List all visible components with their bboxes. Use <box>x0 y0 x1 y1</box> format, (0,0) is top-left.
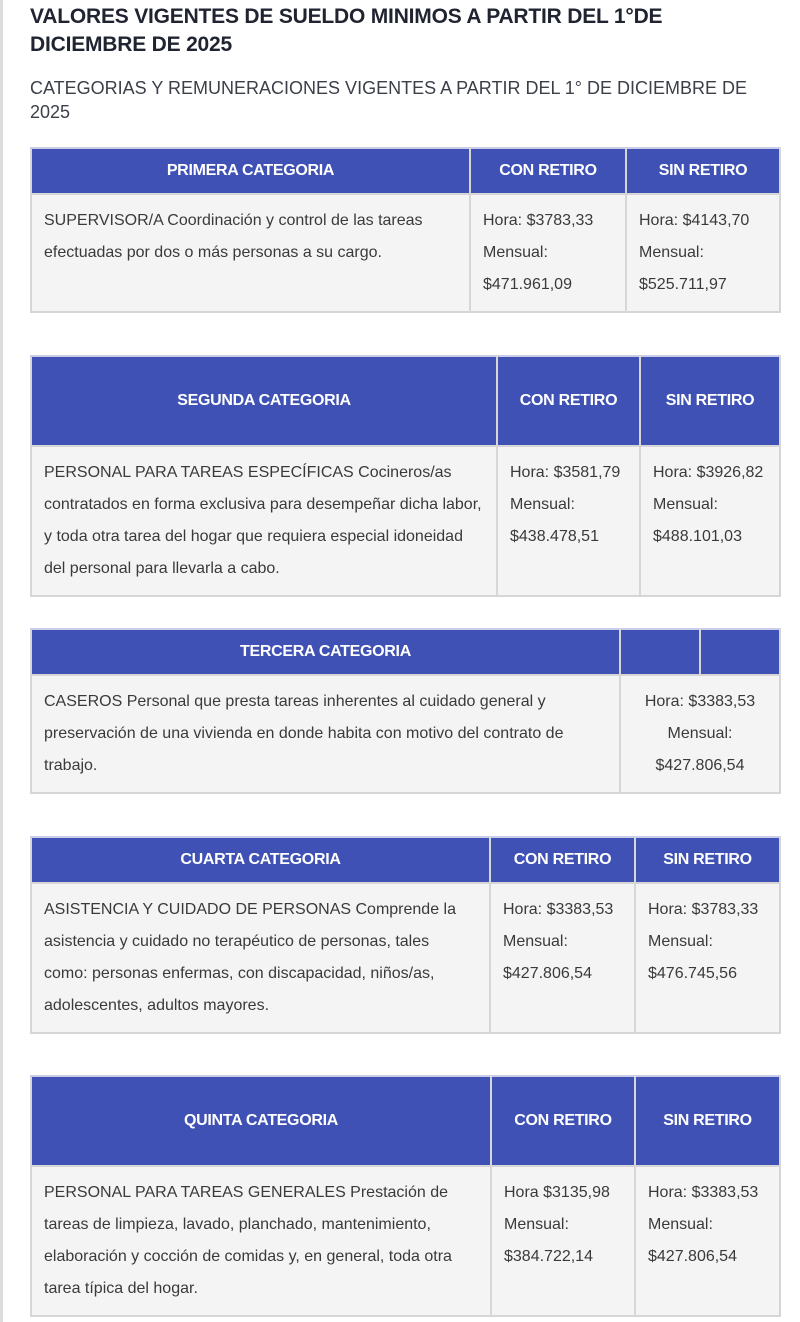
con-retiro-value: Hora $3135,98 Mensual: $384.722,14 <box>491 1166 635 1316</box>
table-header-row <box>31 148 780 194</box>
table-cuarta-categoria <box>30 836 781 1034</box>
con-retiro-value: Hora: $3783,33 Mensual: $471.961,09 <box>470 194 626 312</box>
left-border <box>0 0 3 1322</box>
table-header-row <box>31 1076 780 1166</box>
sin-retiro-value: Hora: $4143,70 Mensual: $525.711,97 <box>626 194 780 312</box>
category-header: SEGUNDA CATEGORIA <box>31 356 497 446</box>
category-header: QUINTA CATEGORIA <box>31 1076 491 1166</box>
table-tercera-categoria <box>30 628 781 794</box>
category-description: PERSONAL PARA TAREAS ESPECÍFICAS Cocineros/as contratados en forma exclusiva para desempeñar dicha labor, y toda otra tarea del hogar que requiera especial idoneidad del personal para llevarla a cabo. <box>31 446 497 596</box>
empty-header <box>620 629 700 675</box>
table-primera-categoria <box>30 147 781 313</box>
table-segunda-categoria <box>30 355 781 597</box>
salary-value: Hora: $3383,53 Mensual: $427.806,54 <box>620 675 780 793</box>
category-header: TERCERA CATEGORIA <box>31 629 620 675</box>
table-row <box>31 675 780 793</box>
sin-retiro-value: Hora: $3383,53 Mensual: $427.806,54 <box>635 1166 780 1316</box>
con-retiro-header: CON RETIRO <box>470 148 626 194</box>
category-header: PRIMERA CATEGORIA <box>31 148 470 194</box>
page-title: VALORES VIGENTES DE SUELDO MINIMOS A PARTIR DEL 1°DE DICIEMBRE DE 2025 <box>30 5 663 56</box>
category-header: CUARTA CATEGORIA <box>31 837 490 883</box>
category-description: ASISTENCIA Y CUIDADO DE PERSONAS Comprende la asistencia y cuidado no terapéutico de personas, tales como: personas enfermas, con discapacidad, niños/as, adolescentes, adultos mayores. <box>31 883 490 1033</box>
con-retiro-value: Hora: $3581,79 Mensual: $438.478,51 <box>497 446 640 596</box>
category-description: CASEROS Personal que presta tareas inherentes al cuidado general y preservación de una vivienda en donde habita con motivo del contrato de trabajo. <box>31 675 620 793</box>
con-retiro-header: CON RETIRO <box>491 1076 635 1166</box>
empty-header <box>700 629 780 675</box>
table-row <box>31 446 780 596</box>
con-retiro-value: Hora: $3383,53 Mensual: $427.806,54 <box>490 883 635 1033</box>
table-header-row <box>31 837 780 883</box>
sin-retiro-header: SIN RETIRO <box>626 148 780 194</box>
table-header-row <box>31 356 780 446</box>
category-description: SUPERVISOR/A Coordinación y control de las tareas efectuadas por dos o más personas a su cargo. <box>31 194 470 312</box>
table-row <box>31 194 780 312</box>
table-header-row <box>31 629 780 675</box>
sin-retiro-value: Hora: $3926,82 Mensual: $488.101,03 <box>640 446 780 596</box>
sin-retiro-header: SIN RETIRO <box>640 356 780 446</box>
table-row <box>31 1166 780 1316</box>
sin-retiro-value: Hora: $3783,33 Mensual: $476.745,56 <box>635 883 780 1033</box>
category-description: PERSONAL PARA TAREAS GENERALES Prestación de tareas de limpieza, lavado, planchado, mantenimiento, elaboración y cocción de comidas y, en general, toda otra tarea típica del hogar. <box>31 1166 491 1316</box>
article <box>30 0 780 1297</box>
con-retiro-header: CON RETIRO <box>497 356 640 446</box>
sin-retiro-header: SIN RETIRO <box>635 837 780 883</box>
con-retiro-header: CON RETIRO <box>490 837 635 883</box>
page-subtitle: CATEGORIAS Y REMUNERACIONES VIGENTES A PARTIR DEL 1° DE DICIEMBRE DE 2025 <box>30 78 748 122</box>
sin-retiro-header: SIN RETIRO <box>635 1076 780 1166</box>
table-quinta-categoria <box>30 1075 781 1317</box>
table-row <box>31 883 780 1033</box>
